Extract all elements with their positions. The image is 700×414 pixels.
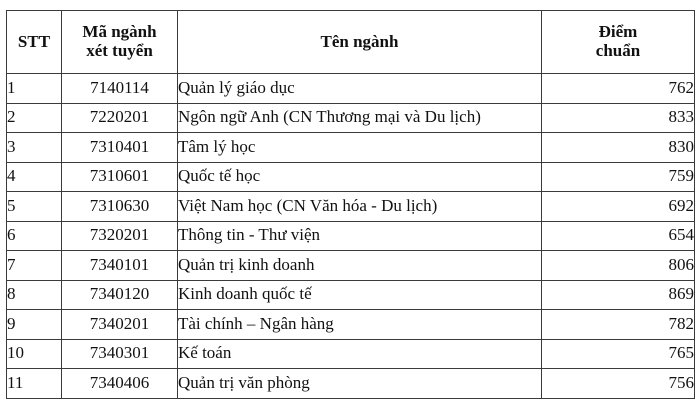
- table-row: [7, 133, 695, 163]
- row-code-cell: 7340101: [62, 251, 178, 281]
- row-code-cell: 7140114: [62, 74, 178, 104]
- table-row: [7, 310, 695, 340]
- header-code: [62, 11, 178, 74]
- row-code-cell: 7340201: [62, 310, 178, 340]
- row-score-cell: 756: [542, 369, 695, 399]
- row-score-cell: 759: [542, 162, 695, 192]
- table-row: [7, 103, 695, 133]
- table-row: [7, 280, 695, 310]
- row-name-cell: Quản lý giáo dục: [178, 74, 542, 104]
- table-row: [7, 339, 695, 369]
- row-code-cell: 7310601: [62, 162, 178, 192]
- row-score-cell: 765: [542, 339, 695, 369]
- row-code-cell: 7340120: [62, 280, 178, 310]
- row-name-cell: Kế toán: [178, 339, 542, 369]
- table-body: [7, 74, 695, 399]
- table-row: [7, 221, 695, 251]
- row-score-cell: 830: [542, 133, 695, 163]
- row-code-cell: 7310401: [62, 133, 178, 163]
- row-code-cell: 7310630: [62, 192, 178, 222]
- row-name-cell: Ngôn ngữ Anh (CN Thương mại và Du lịch): [178, 103, 542, 133]
- row-score-cell: 806: [542, 251, 695, 281]
- row-code-cell: 7340301: [62, 339, 178, 369]
- row-name-cell: Quản trị kinh doanh: [178, 251, 542, 281]
- row-score-cell: 692: [542, 192, 695, 222]
- row-stt-cell: 9: [7, 310, 62, 340]
- header-code-line2: xét tuyển: [86, 41, 153, 60]
- row-stt-cell: 6: [7, 221, 62, 251]
- header-stt: STT: [7, 11, 62, 74]
- header-score: [542, 11, 695, 74]
- row-stt-cell: 1: [7, 74, 62, 104]
- table-row: [7, 369, 695, 399]
- header-code-line1: Mã ngành: [82, 22, 157, 42]
- row-score-cell: 782: [542, 310, 695, 340]
- row-code-cell: 7340406: [62, 369, 178, 399]
- row-code-cell: 7320201: [62, 221, 178, 251]
- row-stt-cell: 7: [7, 251, 62, 281]
- row-code-cell: 7220201: [62, 103, 178, 133]
- row-name-cell: Quản trị văn phòng: [178, 369, 542, 399]
- row-name-cell: Tài chính – Ngân hàng: [178, 310, 542, 340]
- row-name-cell: Thông tin - Thư viện: [178, 221, 542, 251]
- row-name-cell: Kinh doanh quốc tế: [178, 280, 542, 310]
- header-row: [7, 11, 695, 74]
- row-stt-cell: 10: [7, 339, 62, 369]
- header-score-line2: chuẩn: [595, 41, 641, 60]
- row-score-cell: 762: [542, 74, 695, 104]
- row-stt-cell: 4: [7, 162, 62, 192]
- row-stt-cell: 3: [7, 133, 62, 163]
- row-stt-cell: 5: [7, 192, 62, 222]
- row-name-cell: Tâm lý học: [178, 133, 542, 163]
- table-row: [7, 192, 695, 222]
- row-score-cell: 833: [542, 103, 695, 133]
- table-row: [7, 74, 695, 104]
- row-name-cell: Việt Nam học (CN Văn hóa - Du lịch): [178, 192, 542, 222]
- row-score-cell: 869: [542, 280, 695, 310]
- row-stt-cell: 8: [7, 280, 62, 310]
- table-header: [7, 11, 695, 74]
- table-row: [7, 251, 695, 281]
- table-row: [7, 162, 695, 192]
- row-score-cell: 654: [542, 221, 695, 251]
- header-name: Tên ngành: [178, 11, 542, 74]
- row-stt-cell: 11: [7, 369, 62, 399]
- row-stt-cell: 2: [7, 103, 62, 133]
- row-name-cell: Quốc tế học: [178, 162, 542, 192]
- header-score-line1: Điểm: [598, 22, 638, 42]
- admission-scores-table: [6, 10, 695, 399]
